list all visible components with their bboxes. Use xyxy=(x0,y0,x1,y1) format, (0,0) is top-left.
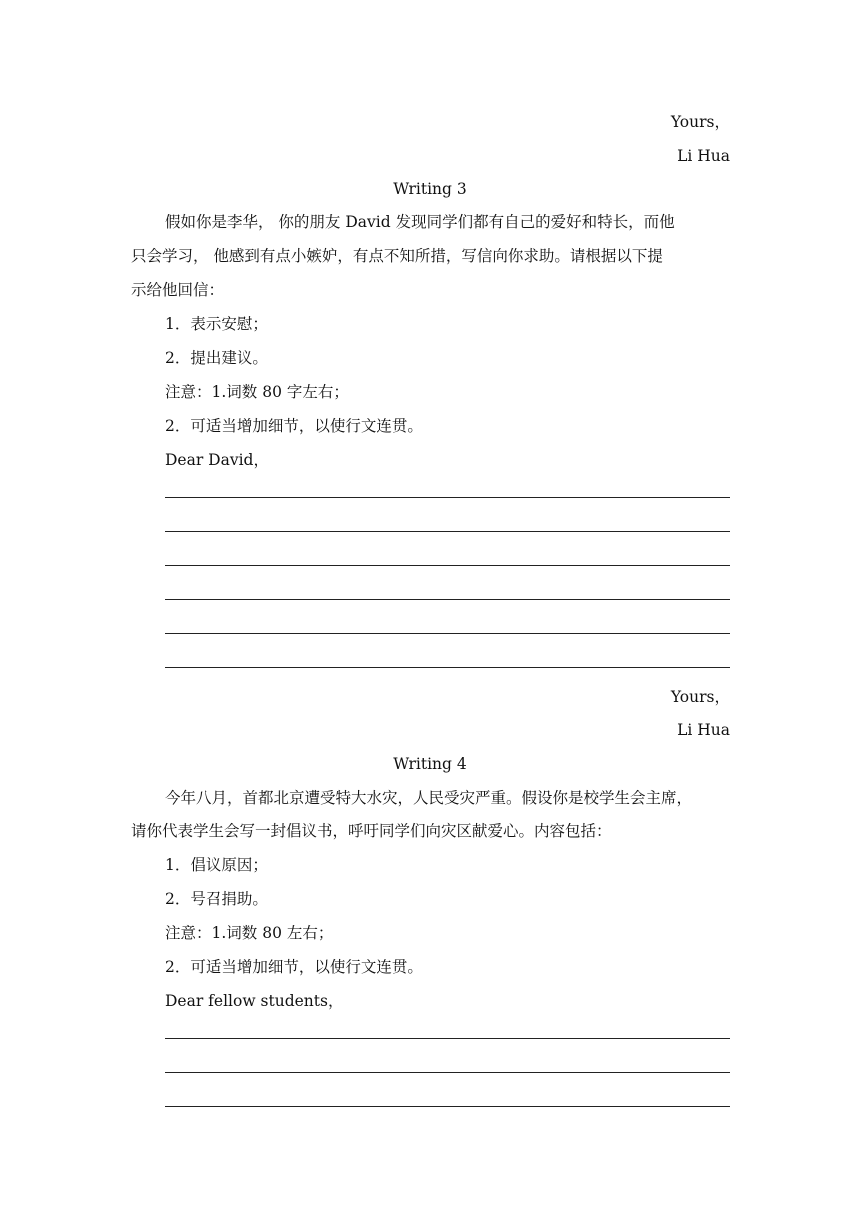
writing-3-answer-line[interactable] xyxy=(165,599,730,600)
writing-3-answer-line[interactable] xyxy=(165,667,730,668)
writing-3-prompt-line-1: 假如你是李华， 你的朋友 David 发现同学们都有自己的爱好和特长，而他 xyxy=(165,213,675,231)
writing-4-title: Writing 4 xyxy=(393,755,467,773)
writing-3-closing-yours: Yours， xyxy=(670,688,730,706)
writing-3-note-1: 注意：1.词数 80 字左右； xyxy=(165,383,349,401)
closing-name: Li Hua xyxy=(677,147,730,165)
writing-3-title: Writing 3 xyxy=(393,180,467,198)
writing-3-closing-name: Li Hua xyxy=(677,721,730,739)
writing-4-point-2: 2．号召捐助。 xyxy=(165,890,268,908)
writing-3-answer-line[interactable] xyxy=(165,531,730,532)
writing-4-answer-line[interactable] xyxy=(165,1106,730,1107)
writing-3-answer-line[interactable] xyxy=(165,565,730,566)
writing-4-note-1: 注意：1.词数 80 左右； xyxy=(165,924,334,942)
writing-4-answer-line[interactable] xyxy=(165,1072,730,1073)
writing-4-point-1: 1．倡议原因； xyxy=(165,856,268,874)
writing-3-salutation: Dear David， xyxy=(165,451,269,469)
writing-4-prompt-line-1: 今年八月，首都北京遭受特大水灾，人民受灾严重。假设你是校学生会主席， xyxy=(165,789,693,807)
writing-4-prompt-line-2: 请你代表学生会写一封倡议书，呼吁同学们向灾区献爱心。内容包括： xyxy=(131,822,612,840)
writing-3-point-1: 1．表示安慰； xyxy=(165,315,268,333)
writing-3-answer-line[interactable] xyxy=(165,633,730,634)
writing-4-answer-line[interactable] xyxy=(165,1038,730,1039)
writing-3-prompt-line-3: 示给他回信： xyxy=(131,281,225,299)
writing-3-answer-line[interactable] xyxy=(165,497,730,498)
writing-3-note-2: 2．可适当增加细节，以使行文连贯。 xyxy=(165,417,423,435)
writing-3-point-2: 2．提出建议。 xyxy=(165,349,268,367)
writing-4-note-2: 2．可适当增加细节，以使行文连贯。 xyxy=(165,958,423,976)
writing-3-prompt-line-2: 只会学习， 他感到有点小嫉妒，有点不知所措，写信向你求助。请根据以下提 xyxy=(131,247,663,265)
closing-yours: Yours， xyxy=(670,113,730,131)
writing-4-salutation: Dear fellow students， xyxy=(165,992,344,1010)
